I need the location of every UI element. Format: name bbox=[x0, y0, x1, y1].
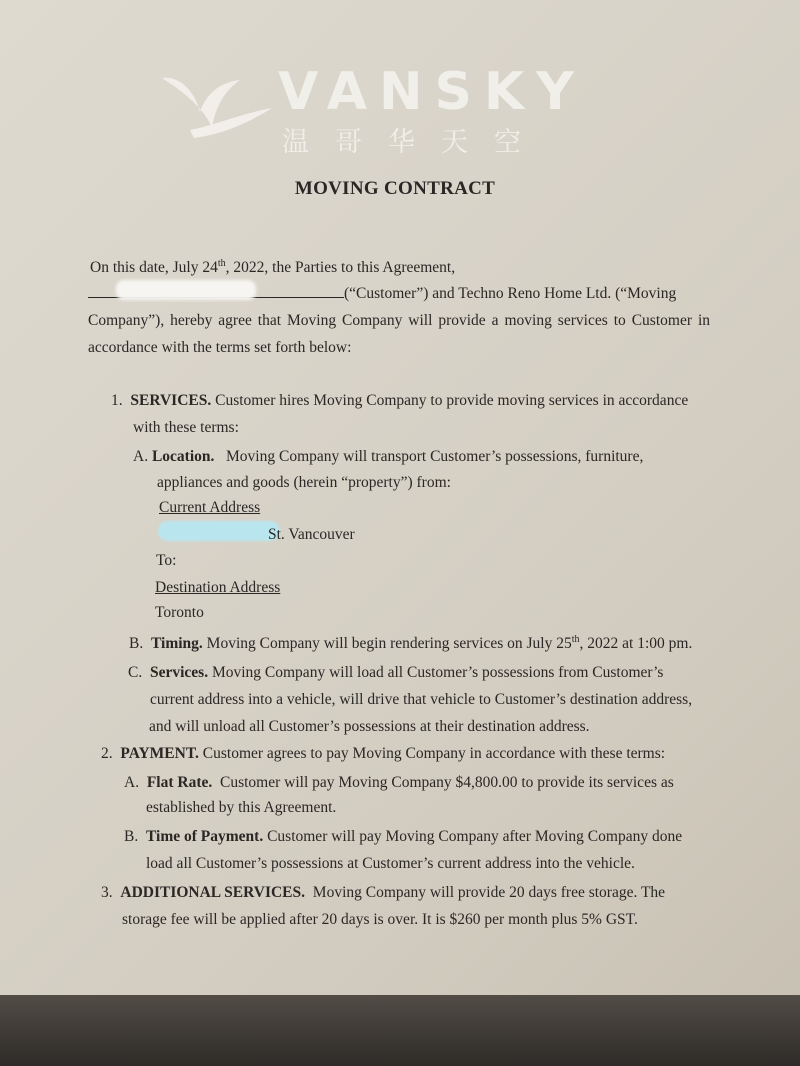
redacted-current-address bbox=[158, 521, 280, 541]
section-services-line-1: 1. SERVICES. Customer hires Moving Company to provide moving services in accordance bbox=[111, 392, 689, 409]
intro-line-3: Company”), hereby agree that Moving Company will provide a moving services to Customer in bbox=[88, 312, 710, 329]
location-line-2: appliances and goods (herein “property”) from: bbox=[157, 474, 451, 491]
timing-line: B. Timing. Moving Company will begin rendering services on July 25th, 2022 at 1:00 pm. bbox=[129, 634, 693, 653]
time-of-payment-line-1: B. Time of Payment. Customer will pay Moving Company after Moving Company done bbox=[124, 828, 683, 845]
current-address-label: Current Address bbox=[159, 499, 261, 516]
intro-line-4: accordance with the terms set forth below: bbox=[88, 339, 352, 356]
flat-rate-line-1: A. Flat Rate. Customer will pay Moving Company $4,800.00 to provide its services as bbox=[124, 774, 674, 791]
intro-line-1: On this date, July 24th, 2022, the Parties to this Agreement, bbox=[90, 258, 456, 277]
vansky-bird-logo bbox=[160, 68, 280, 148]
flat-rate-line-2: established by this Agreement. bbox=[146, 799, 337, 816]
to-label: To: bbox=[156, 552, 177, 569]
table-background bbox=[0, 995, 800, 1066]
section-services-line-2: with these terms: bbox=[133, 419, 239, 436]
redacted-customer-name bbox=[116, 280, 256, 300]
intro-line-2: (“Customer”) and Techno Reno Home Ltd. (“Moving bbox=[88, 285, 708, 303]
section-payment-line: 2. PAYMENT. Customer agrees to pay Moving Company in accordance with these terms: bbox=[101, 745, 666, 762]
vansky-watermark bbox=[160, 62, 586, 158]
services-sub-line-3: and will unload all Customer’s possessions at their destination address. bbox=[149, 718, 590, 735]
current-address-value: St. Vancouver bbox=[268, 526, 355, 543]
section-additional-line-1: 3. ADDITIONAL SERVICES. Moving Company will provide 20 days free storage. The bbox=[101, 884, 666, 901]
destination-address-label: Destination Address bbox=[155, 579, 281, 596]
vansky-brand-chinese: 温哥华天空 bbox=[282, 127, 547, 158]
destination-address-value: Toronto bbox=[155, 604, 204, 621]
location-line-1: A. Location. Moving Company will transport Customer’s possessions, furniture, bbox=[133, 448, 644, 465]
contract-title: MOVING CONTRACT bbox=[294, 178, 496, 199]
time-of-payment-line-2: load all Customer’s possessions at Customer’s current address into the vehicle. bbox=[146, 855, 635, 872]
vansky-brand: VANSKY bbox=[278, 62, 586, 122]
services-sub-line-2: current address into a vehicle, will drive that vehicle to Customer’s destination address, bbox=[150, 691, 693, 708]
section-additional-line-2: storage fee will be applied after 20 days is over. It is $260 per month plus 5% GST. bbox=[122, 911, 638, 928]
services-sub-line-1: C. Services. Moving Company will load all Customer’s possessions from Customer’s bbox=[128, 664, 664, 681]
